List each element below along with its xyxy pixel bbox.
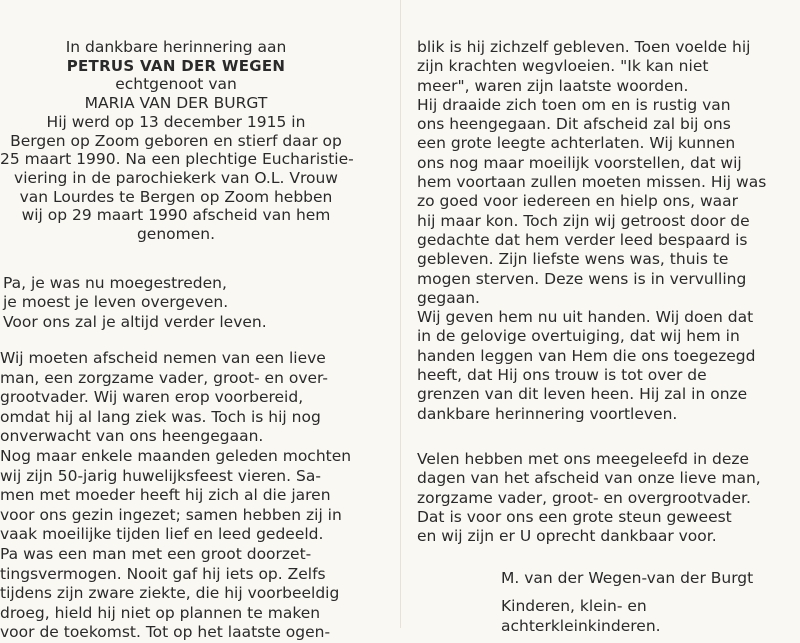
thanks-paragraph [417,450,761,546]
text-line: omdat hij al lang ziek was. Toch is hij nog [0,407,321,426]
text-line: gedachte dat hem verder leed bespaard is [417,230,748,249]
text-line: heeft, dat Hij ons trouw is tot over de [417,366,707,385]
text-line: Wij geven hem nu uit handen. Wij doen dat [417,308,754,327]
text-line: ons nog maar moeilijk voorstellen, dat wij [417,153,742,172]
poem [3,274,267,332]
text-line: voor de toekomst. Tot op het laatste ogen- [0,623,331,642]
text-line: zijn krachten wegvloeien. "Ik kan niet [417,57,709,76]
text-line: meer", waren zijn laatste woorden. [417,76,689,95]
text-line: gegaan. [417,288,480,307]
text-line: Velen hebben met ons meegeleefd in deze [417,450,750,468]
signature-family: Kinderen, klein- en [501,597,647,615]
text-line: gebleven. Zijn liefste wens was, thuis te [417,250,729,269]
memorial-header [0,38,352,244]
text-line: Wij moeten afscheid nemen van een lieve [0,349,326,367]
text-line: tingsvermogen. Nooit gaf hij iets op. Zelfs [0,564,326,583]
header-line: Hij werd op 13 december 1915 in [46,112,306,131]
text-line: ons heengegaan. Dit afscheid zal bij ons [417,115,731,134]
signature-name: M. van der Wegen-van der Burgt [501,569,754,587]
text-line: man, een zorgzame vader, groot- en over- [0,368,329,387]
signature-family: achterkleinkinderen. [501,617,661,635]
header-line: Bergen op Zoom geboren en stierf daar op [10,131,342,150]
text-line: tijdens zijn zware ziekte, die hij voorbeeldig [0,584,340,603]
header-line: wij op 29 maart 1990 afscheid van hem [21,206,331,225]
text-line: wij zijn 50-jarig huwelijksfeest vieren. Sa- [0,466,321,485]
text-line: zorgzame vader, groot- en overgrootvader. [417,488,751,507]
header-line: 25 maart 1990. Na een plechtige Eucharistie- [0,150,354,169]
text-line: droeg, hield hij niet op plannen te maken [0,603,321,622]
text-line: grenzen van dit leven heen. Hij zal in onze [417,385,748,404]
text-line: dankbare herinnering voortleven. [417,404,678,423]
text-line: grootvader. Wij waren erop voorbereid, [0,388,304,407]
poem-line: Pa, je was nu moegestreden, [3,274,227,292]
text-line: men met moeder heeft hij zich al die jaren [0,486,331,505]
text-line: blik is hij zichzelf gebleven. Toen voelde hij [417,38,751,56]
text-line: Dat is voor ons een grote steun geweest [417,507,732,526]
text-line: en wij zijn er U oprecht dankbaar voor. [417,527,717,546]
text-line: hij maar kon. Toch zijn wij getroost door de [417,211,750,230]
left-page [0,0,400,642]
poem-line: Voor ons zal je altijd verder leven. [3,312,267,331]
text-line: mogen sterven. Deze wens is in vervulling [417,269,747,288]
signature-block [501,568,753,636]
text-line: onverwacht van ons heengegaan. [0,427,264,446]
poem-line: je moest je leven overgeven. [3,293,229,312]
header-line: genomen. [136,225,216,244]
text-line: zo goed voor iedereen en hielp ons, waar [417,192,738,211]
header-intro: In dankbare herinnering aan [65,38,287,56]
text-line: hem voortaan zullen moeten missen. Hij was [417,173,767,192]
text-line: voor ons gezin ingezet; samen hebben zij in [0,505,342,524]
right-page [400,0,800,635]
deceased-name: PETRUS VAN DER WEGEN [66,56,286,75]
text-line: Hij draaide zich toen om en is rustig van [417,95,731,114]
header-line: van Lourdes te Bergen op Zoom hebben [19,187,333,206]
text-line: in de gelovige overtuiging, dat wij hem in [417,327,740,346]
spouse-name: MARIA VAN DER BURGT [84,94,268,113]
right-body-text [417,38,766,424]
text-line: vaak moeilijke tijden lief en leed gedeeld. [0,525,324,544]
spouse-label: echtgenoot van [115,75,237,94]
left-body-text [0,349,351,643]
text-line: handen leggen van Hem die ons toegezegd [417,346,756,365]
text-line: Pa was een man met een groot doorzet- [0,544,312,563]
text-line: Nog maar enkele maanden geleden mochten [0,446,352,465]
text-line: dagen van het afscheid van onze lieve man, [417,469,761,488]
text-line: een grote leegte achterlaten. Wij kunnen [417,134,736,153]
header-line: viering in de parochiekerk van O.L. Vrouw [14,168,338,187]
